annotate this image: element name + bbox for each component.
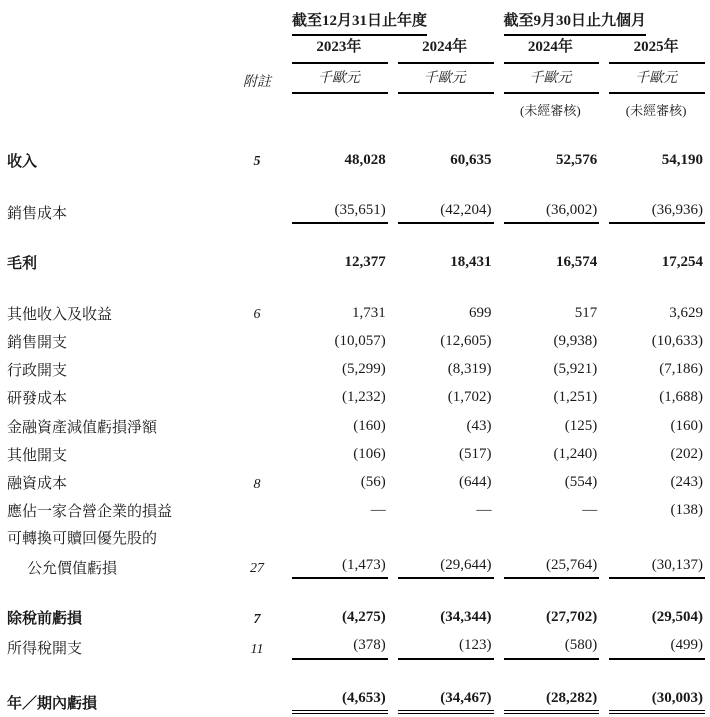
row-note-cell: [232, 356, 282, 384]
table-row: [7, 526, 705, 552]
row-label-cell: [7, 356, 232, 384]
row-value: (580): [504, 635, 600, 659]
row-label-cell: [7, 552, 232, 582]
unit-label: 千歐元: [292, 70, 388, 95]
row-value-cell-4: [599, 526, 705, 552]
row-label: 其他收入及收益: [7, 306, 113, 323]
row-note-cell: [232, 125, 282, 175]
row-label: 其他開支: [7, 447, 68, 464]
row-value-cell-1: [282, 413, 388, 441]
year-column-2024: [388, 34, 494, 66]
row-value-cell-2: [388, 328, 494, 356]
row-value: [609, 547, 705, 549]
unaudited-label: [292, 118, 388, 122]
row-label: 所得稅開支: [7, 641, 83, 658]
row-value-cell-3: [494, 632, 600, 662]
row-value: (1,232): [342, 389, 386, 406]
row-value-cell-3: [494, 384, 600, 412]
row-value: (29,644): [398, 555, 494, 579]
row-label: 研發成本: [7, 391, 68, 408]
row-value: (8,319): [447, 361, 492, 378]
row-note-ref: 8: [253, 476, 261, 492]
row-value-cell-2: [388, 125, 494, 175]
row-label: 除稅前虧損: [7, 611, 83, 628]
row-label: 公允價值虧損: [27, 560, 118, 577]
table-row: [7, 663, 705, 717]
row-value-cell-2: [388, 227, 494, 277]
row-note-cell: [232, 582, 282, 632]
spacer-cell: [7, 34, 232, 66]
year-column-2025: [599, 34, 705, 66]
spacer-cell: [232, 8, 282, 34]
table-row: [7, 278, 705, 328]
row-note-cell: [232, 227, 282, 277]
row-label: 融資成本: [7, 476, 68, 493]
unaudited-label: (未經審核): [625, 103, 687, 119]
unit-label: 千歐元: [504, 70, 600, 95]
row-label-cell: [7, 663, 232, 717]
row-label-cell: [7, 469, 232, 497]
row-value-cell-4: [599, 227, 705, 277]
row-note-ref: 27: [250, 561, 264, 577]
row-value: (56): [360, 474, 386, 491]
row-value: (12,605): [440, 332, 492, 349]
row-value: 17,254: [661, 254, 703, 271]
row-value: (106): [353, 445, 386, 462]
row-value-cell-1: [282, 632, 388, 662]
row-value-cell-2: [388, 582, 494, 632]
row-value: (34,344): [440, 609, 492, 626]
row-value-cell-1: [282, 441, 388, 469]
row-value: 12,377: [344, 254, 386, 271]
table-row: [7, 552, 705, 582]
unaudited-cell: [282, 97, 388, 125]
row-value-cell-4: [599, 328, 705, 356]
row-value-cell-1: [282, 552, 388, 582]
row-value-cell-3: [494, 582, 600, 632]
row-value: (1,688): [659, 389, 703, 406]
row-value-cell-4: [599, 469, 705, 497]
row-label-cell: [7, 582, 232, 632]
spacer-cell: [7, 67, 232, 98]
row-value-cell-2: [388, 356, 494, 384]
row-value-cell-1: [282, 125, 388, 175]
row-value-cell-3: [494, 469, 600, 497]
row-value-cell-1: [282, 356, 388, 384]
row-value: (27,702): [546, 609, 598, 626]
spacer-cell: [7, 97, 232, 125]
unaudited-cell: [388, 97, 494, 125]
row-value: 52,576: [556, 151, 598, 168]
table-row: [7, 632, 705, 662]
unaudited-cell: [599, 97, 705, 125]
row-note-cell: [232, 632, 282, 662]
row-value-cell-2: [388, 552, 494, 582]
table-row: [7, 175, 705, 227]
row-note-cell: [232, 497, 282, 525]
row-note-cell: [232, 278, 282, 328]
unaudited-label: [398, 118, 494, 122]
row-value: 54,190: [661, 151, 703, 168]
row-value-cell-4: [599, 582, 705, 632]
unit-cell: [388, 67, 494, 98]
row-value-cell-3: [494, 441, 600, 469]
row-value: (202): [670, 445, 703, 462]
row-value: 48,028: [344, 151, 386, 168]
year-label: 2025年: [609, 37, 705, 63]
row-value-cell-4: [599, 497, 705, 525]
table-row: [7, 227, 705, 277]
row-value: [292, 547, 388, 549]
row-value: (1,702): [447, 389, 492, 406]
row-value: (499): [609, 635, 705, 659]
row-value: [504, 547, 600, 549]
year-label: 2023年: [292, 37, 388, 63]
row-value: (35,651): [292, 200, 388, 224]
row-value: (43): [466, 417, 492, 434]
row-value: 60,635: [450, 151, 492, 168]
row-value: 1,731: [352, 304, 386, 321]
row-value: 517: [574, 304, 598, 321]
row-value: (42,204): [398, 200, 494, 224]
row-value: (517): [459, 445, 492, 462]
row-note-ref: 6: [253, 307, 261, 323]
row-value: (29,504): [651, 609, 703, 626]
year-label: 2024年: [504, 37, 600, 63]
row-value: (7,186): [659, 361, 703, 378]
row-value-cell-1: [282, 328, 388, 356]
row-value: (5,299): [342, 361, 386, 378]
row-value-cell-1: [282, 469, 388, 497]
row-value: (138): [670, 502, 703, 519]
row-value: (36,936): [609, 200, 705, 224]
row-value-cell-3: [494, 175, 600, 227]
row-value: —: [370, 502, 386, 519]
row-value-cell-4: [599, 632, 705, 662]
row-value: (4,275): [342, 609, 386, 626]
row-value: (1,251): [553, 389, 598, 406]
row-value: (36,002): [504, 200, 600, 224]
row-label: 銷售開支: [7, 334, 68, 351]
table-row: [7, 328, 705, 356]
row-label: 銷售成本: [7, 206, 68, 223]
row-note-cell: [232, 413, 282, 441]
year-label: 2024年: [398, 37, 494, 63]
row-value: —: [476, 502, 492, 519]
row-label-cell: [7, 125, 232, 175]
row-value: (554): [564, 474, 598, 491]
row-label-cell: [7, 441, 232, 469]
row-label-cell: [7, 328, 232, 356]
row-value-cell-3: [494, 663, 600, 717]
unit-label: 千歐元: [609, 70, 705, 95]
unaudited-header-row: [7, 97, 705, 125]
row-value-cell-1: [282, 278, 388, 328]
row-label-cell: [7, 175, 232, 227]
row-value: (1,240): [553, 445, 598, 462]
row-value-cell-3: [494, 328, 600, 356]
period-group-ninemonth: [494, 8, 706, 34]
row-value-cell-4: [599, 441, 705, 469]
row-value-cell-1: [282, 384, 388, 412]
row-value: [398, 547, 494, 549]
row-note-ref: 11: [250, 641, 264, 657]
row-note-cell: [232, 469, 282, 497]
spacer-cell: [7, 8, 232, 34]
row-value: (9,938): [553, 332, 598, 349]
row-value-cell-4: [599, 552, 705, 582]
note-column-label: 附註: [243, 74, 271, 90]
year-column-2023: [282, 34, 388, 66]
row-value: —: [582, 502, 598, 519]
row-label-cell: [7, 526, 232, 552]
row-value: (1,473): [292, 555, 388, 579]
row-value: (28,282): [504, 688, 600, 714]
row-value: (644): [459, 474, 492, 491]
row-note-cell: [232, 663, 282, 717]
row-label: 金融資產減值虧損淨額: [7, 419, 158, 436]
row-value-cell-2: [388, 441, 494, 469]
unaudited-cell: [494, 97, 600, 125]
row-value: 699: [469, 304, 492, 321]
unit-cell: [282, 67, 388, 98]
row-value: (160): [670, 417, 703, 434]
period-group-annual: [282, 8, 494, 34]
row-value-cell-1: [282, 175, 388, 227]
unit-header-row: [7, 67, 705, 98]
row-value: (30,137): [609, 555, 705, 579]
row-value-cell-3: [494, 278, 600, 328]
row-value-cell-3: [494, 497, 600, 525]
table-row: [7, 469, 705, 497]
row-value-cell-1: [282, 497, 388, 525]
year-column-2024-interim: [494, 34, 600, 66]
row-value-cell-1: [282, 526, 388, 552]
row-value-cell-4: [599, 663, 705, 717]
row-value-cell-3: [494, 125, 600, 175]
row-note-cell: [232, 526, 282, 552]
row-label: 毛利: [7, 256, 38, 273]
row-label-cell: [7, 497, 232, 525]
period-group-title-annual: 截至12月31日止年度: [292, 13, 427, 36]
row-value-cell-4: [599, 384, 705, 412]
table-row: [7, 582, 705, 632]
row-note-cell: [232, 552, 282, 582]
row-value-cell-2: [388, 175, 494, 227]
row-label-cell: [7, 384, 232, 412]
row-value: (243): [670, 474, 703, 491]
row-value-cell-2: [388, 413, 494, 441]
spacer-cell: [232, 97, 282, 125]
unaudited-label: (未經審核): [520, 103, 581, 119]
row-value-cell-3: [494, 552, 600, 582]
row-value: 18,431: [450, 254, 492, 271]
table-row: [7, 384, 705, 412]
row-value: (10,057): [334, 332, 386, 349]
row-label: 可轉換可贖回優先股的: [7, 530, 158, 547]
row-label: 收入: [7, 153, 38, 170]
row-note-ref: 7: [253, 611, 261, 627]
row-note-cell: [232, 441, 282, 469]
unit-label: 千歐元: [398, 70, 494, 95]
row-value-cell-2: [388, 497, 494, 525]
row-label: 行政開支: [7, 363, 68, 380]
row-label-cell: [7, 227, 232, 277]
table-row: [7, 125, 705, 175]
unit-cell: [494, 67, 600, 98]
row-note-cell: [232, 175, 282, 227]
row-label: 年／期內虧損: [7, 695, 98, 712]
year-header-row: [7, 34, 705, 66]
row-value-cell-1: [282, 663, 388, 717]
row-value-cell-4: [599, 125, 705, 175]
spacer-cell: [232, 34, 282, 66]
row-value: (30,003): [609, 688, 705, 714]
row-value-cell-1: [282, 582, 388, 632]
period-group-row: [7, 8, 705, 34]
row-label-cell: [7, 632, 232, 662]
income-statement-table: [7, 8, 705, 717]
row-value-cell-4: [599, 278, 705, 328]
table-row: [7, 356, 705, 384]
row-note-cell: [232, 328, 282, 356]
row-value-cell-1: [282, 227, 388, 277]
row-value: 3,629: [669, 304, 703, 321]
row-value-cell-4: [599, 413, 705, 441]
row-label-cell: [7, 413, 232, 441]
row-note-cell: [232, 384, 282, 412]
row-value-cell-3: [494, 526, 600, 552]
row-value-cell-3: [494, 227, 600, 277]
table-row: [7, 441, 705, 469]
row-value-cell-2: [388, 384, 494, 412]
note-column-header: [232, 67, 282, 98]
row-value: (5,921): [553, 361, 598, 378]
period-group-title-ninemonth: 截至9月30日止九個月: [504, 13, 647, 36]
row-value-cell-2: [388, 278, 494, 328]
row-value-cell-4: [599, 356, 705, 384]
row-value-cell-2: [388, 469, 494, 497]
unit-cell: [599, 67, 705, 98]
row-value-cell-2: [388, 526, 494, 552]
row-value-cell-3: [494, 356, 600, 384]
row-value: (125): [564, 417, 598, 434]
row-value: (123): [398, 635, 494, 659]
row-value: (378): [292, 635, 388, 659]
table-row: [7, 497, 705, 525]
row-label-cell: [7, 278, 232, 328]
row-value: (34,467): [398, 688, 494, 714]
row-value: (10,633): [651, 332, 703, 349]
row-value: (4,653): [292, 688, 388, 714]
row-note-ref: 5: [253, 154, 261, 170]
row-label: 應佔一家合營企業的損益: [7, 504, 173, 521]
row-value-cell-2: [388, 632, 494, 662]
row-value-cell-4: [599, 175, 705, 227]
row-value-cell-3: [494, 413, 600, 441]
table-row: [7, 413, 705, 441]
row-value-cell-2: [388, 663, 494, 717]
row-value: (25,764): [504, 555, 600, 579]
row-value: 16,574: [556, 254, 598, 271]
row-value: (160): [353, 417, 386, 434]
